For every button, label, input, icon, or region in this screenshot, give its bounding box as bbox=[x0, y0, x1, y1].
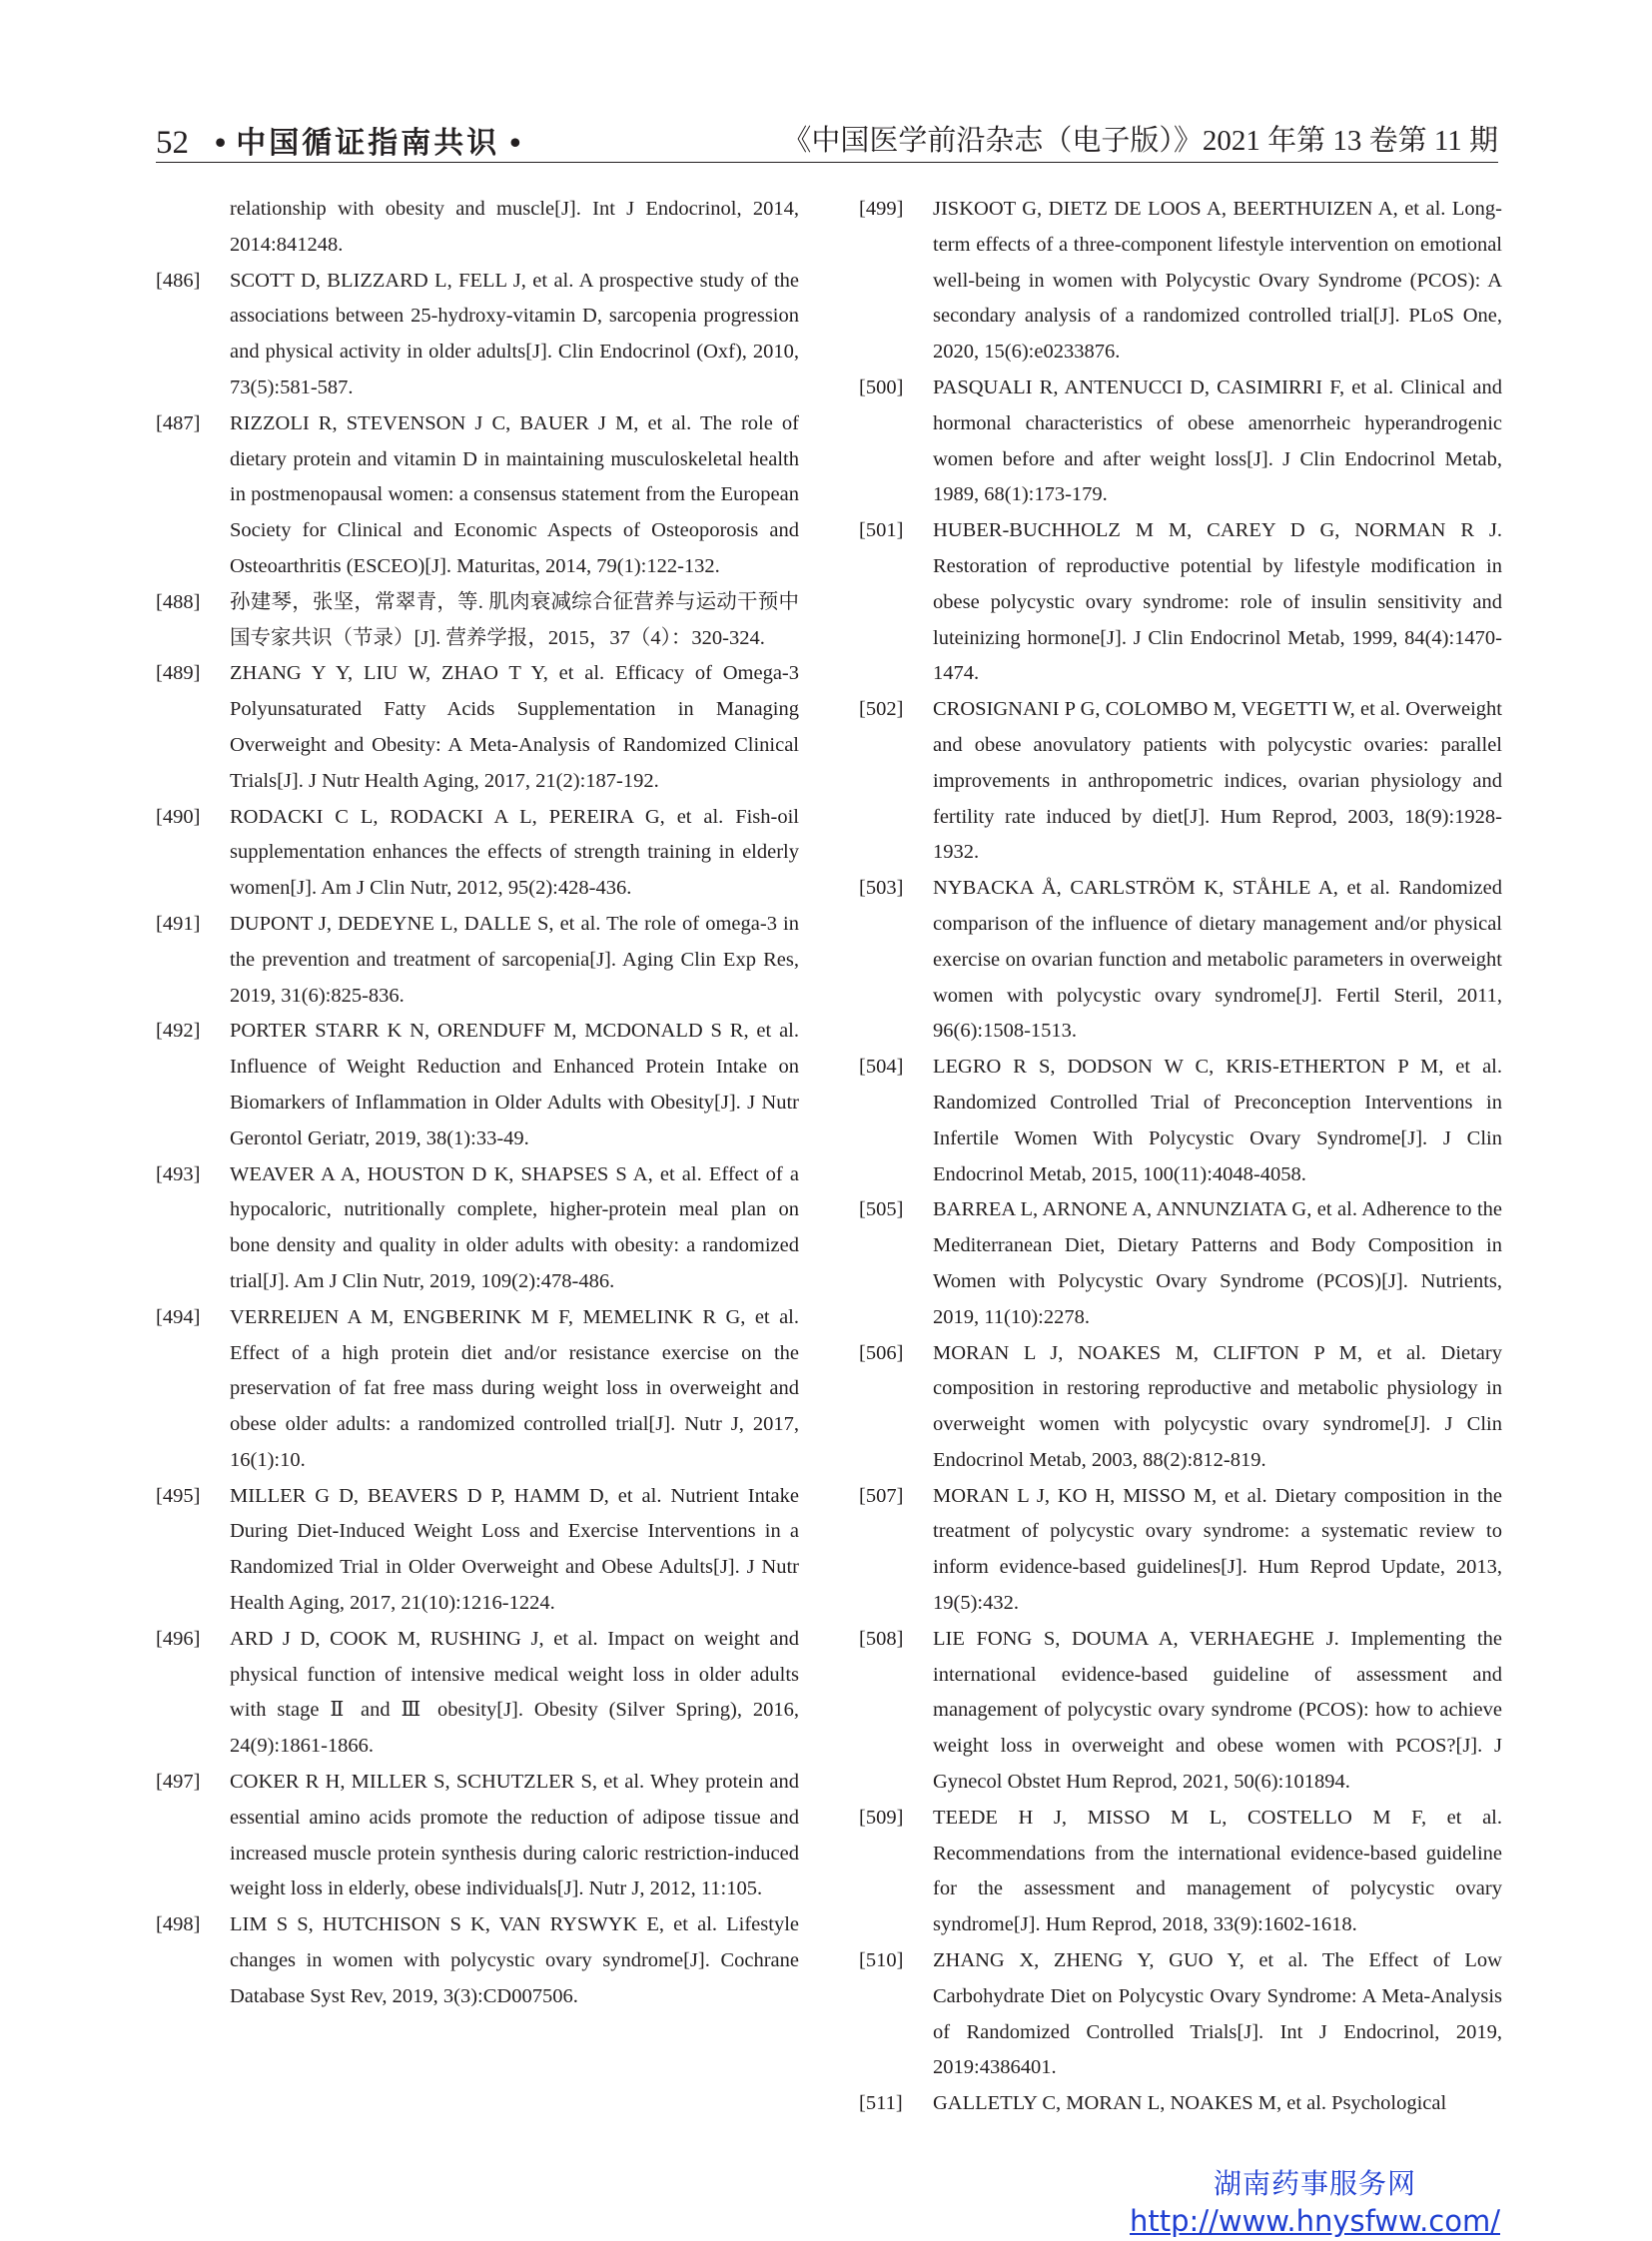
journal-issue: 《中国医学前沿杂志（电子版）》2021 年第 13 卷第 11 期 bbox=[782, 125, 1498, 157]
reference-entry bbox=[859, 871, 1502, 1050]
reference-number: [504] bbox=[859, 1056, 904, 1079]
reference-column-right bbox=[859, 192, 1502, 2122]
reference-number: [493] bbox=[156, 1162, 201, 1185]
reference-entry bbox=[156, 907, 799, 1014]
reference-entry bbox=[156, 192, 799, 264]
reference-entry bbox=[156, 656, 799, 799]
reference-number: [501] bbox=[859, 519, 904, 542]
reference-text: VERREIJEN A M, ENGBERINK M F, MEMELINK R G, et al. Effect of a high protein diet and/or resistance exercise on the preservation of fat free mass during weight loss in overweight and obese older adults: a randomized controlled trial[J]. Nutr J, 2017, 16(1):10. bbox=[230, 1305, 799, 1471]
reference-entry bbox=[859, 692, 1502, 871]
reference-text: ARD J D, COOK M, RUSHING J, et al. Impact on weight and physical function of intensive medical weight loss in older adults with stage Ⅱ and Ⅲ obesity[J]. Obesity (Silver Spring), 2016, 24(9):1861-1866. bbox=[230, 1627, 799, 1758]
reference-text: LEGRO R S, DODSON W C, KRIS-ETHERTON P M, et al. Randomized Controlled Trial of Preconception Interventions in Infertile Women With Polycystic Ovary Syndrome[J]. J Clin Endocrinol Metab, 2015, 100(11):4048-4058. bbox=[933, 1056, 1502, 1185]
reference-number: [492] bbox=[156, 1020, 201, 1043]
reference-entry bbox=[156, 1622, 799, 1765]
reference-text: 孙建琴，张坚，常翠青，等. 肌肉衰减综合征营养与运动干预中国专家共识（节录）[J]. 营养学报，2015，37（4）：320-324. bbox=[230, 590, 799, 649]
reference-text: relationship with obesity and muscle[J]. Int J Endocrinol, 2014, 2014:841248. bbox=[230, 198, 799, 256]
reference-text: HUBER-BUCHHOLZ M M, CAREY D G, NORMAN R J. Restoration of reproductive potential by lifestyle modification in obese polycystic ovary syndrome: role of insulin sensitivity and luteinizing hormone[J]. J Clin Endocrinol Metab, 1999, 84(4):1470-1474. bbox=[933, 519, 1502, 685]
reference-text: MORAN L J, NOAKES M, CLIFTON P M, et al. Dietary composition in restoring reproductive and metabolic physiology in overweight women with polycystic ovary syndrome[J]. J Clin Endocrinol Metab, 2003, 88(2):812-819. bbox=[933, 1341, 1502, 1471]
reference-entry bbox=[859, 513, 1502, 692]
reference-column-left bbox=[156, 192, 799, 2015]
reference-entry bbox=[859, 1192, 1502, 1335]
reference-number: [491] bbox=[156, 912, 201, 935]
reference-number: [497] bbox=[156, 1771, 201, 1794]
reference-text: LIE FONG S, DOUMA A, VERHAEGHE J. Implementing the international evidence-based guideline of assessment and management of polycystic ovary syndrome (PCOS): how to achieve weight loss in overweight and obese women with PCOS?[J]. J Gynecol Obstet Hum Reprod, 2021, 50(6):101894. bbox=[933, 1627, 1502, 1794]
reference-text: NYBACKA Å, CARLSTRÖM K, STÅHLE A, et al. Randomized comparison of the influence of dietary management and/or physical exercise on ovarian function and metabolic parameters in overweight women with polycystic ovary syndrome[J]. Fertil Steril, 2011, 96(6):1508-1513. bbox=[933, 877, 1502, 1043]
page-number: 52 bbox=[156, 125, 189, 161]
reference-entry bbox=[859, 1943, 1502, 2086]
reference-number: [510] bbox=[859, 1949, 904, 1972]
reference-text: JISKOOT G, DIETZ DE LOOS A, BEERTHUIZEN A, et al. Long-term effects of a three-component lifestyle intervention on emotional well-being in women with Polycystic Ovary Syndrome (PCOS): A secondary analysis of a randomized controlled trial[J]. PLoS One, 2020, 15(6):e0233876. bbox=[933, 198, 1502, 364]
reference-number: [498] bbox=[156, 1913, 201, 1936]
reference-text: RODACKI C L, RODACKI A L, PEREIRA G, et al. Fish-oil supplementation enhances the effects of strength training in elderly women[J]. Am J Clin Nutr, 2012, 95(2):428-436. bbox=[230, 805, 799, 900]
reference-number: [502] bbox=[859, 698, 904, 721]
header-left bbox=[156, 118, 520, 162]
reference-entry bbox=[859, 1050, 1502, 1192]
reference-number: [507] bbox=[859, 1484, 904, 1507]
reference-entry bbox=[859, 1479, 1502, 1622]
reference-entry bbox=[156, 1907, 799, 2014]
reference-text: LIM S S, HUTCHISON S K, VAN RYSWYK E, et al. Lifestyle changes in women with polycystic ovary syndrome[J]. Cochrane Database Syst Rev, 2019, 3(3):CD007506. bbox=[230, 1913, 799, 2007]
reference-entry bbox=[156, 1300, 799, 1479]
reference-entry bbox=[859, 1801, 1502, 1943]
reference-text: GALLETLY C, MORAN L, NOAKES M, et al. Psychological bbox=[933, 2092, 1447, 2115]
reference-number: [500] bbox=[859, 375, 904, 398]
reference-number: [487] bbox=[156, 411, 201, 434]
reference-text: PASQUALI R, ANTENUCCI D, CASIMIRRI F, et al. Clinical and hormonal characteristics of obese amenorrheic hyperandrogenic women before and after weight loss[J]. J Clin Endocrinol Metab, 1989, 68(1):173-179. bbox=[933, 375, 1502, 506]
reference-entry bbox=[156, 585, 799, 657]
reference-entry bbox=[859, 1622, 1502, 1801]
running-header bbox=[156, 110, 1498, 163]
reference-entry bbox=[156, 1157, 799, 1300]
reference-number: [506] bbox=[859, 1341, 904, 1364]
reference-number: [509] bbox=[859, 1806, 904, 1829]
reference-number: [494] bbox=[156, 1305, 201, 1328]
reference-number: [505] bbox=[859, 1198, 904, 1221]
reference-text: TEEDE H J, MISSO M L, COSTELLO M F, et al. Recommendations from the international evidence-based guideline for the assessment and management of polycystic ovary syndrome[J]. Hum Reprod, 2018, 33(9):1602-1618. bbox=[933, 1806, 1502, 1936]
reference-text: RIZZOLI R, STEVENSON J C, BAUER J M, et al. The role of dietary protein and vitamin D in maintaining musculoskeletal health in postmenopausal women: a consensus statement from the European Society for Clinical and Economic Aspects of Osteoporosis and Osteoarthritis (ESCEO)[J]. Maturitas, 2014, 79(1):122-132. bbox=[230, 411, 799, 577]
reference-entry bbox=[859, 2086, 1502, 2122]
watermark-url[interactable]: http://www.hnysfww.com/ bbox=[1130, 2204, 1500, 2238]
reference-entry bbox=[156, 1765, 799, 1907]
reference-entry bbox=[156, 264, 799, 406]
reference-text: MILLER G D, BEAVERS D P, HAMM D, et al. Nutrient Intake During Diet-Induced Weight Loss and Exercise Interventions in a Randomized Trial in Older Overweight and Obese Adults[J]. J Nutr Health Aging, 2017, 21(10):1216-1224. bbox=[230, 1484, 799, 1615]
reference-entry bbox=[156, 800, 799, 907]
bullet-separator: • bbox=[215, 124, 227, 160]
reference-number: [508] bbox=[859, 1627, 904, 1650]
reference-entry bbox=[859, 371, 1502, 513]
reference-text: CROSIGNANI P G, COLOMBO M, VEGETTI W, et al. Overweight and obese anovulatory patients with polycystic ovaries: parallel improvements in anthropometric indices, ovarian physiology and fertility rate induced by diet[J]. Hum Reprod, 2003, 18(9):1928-1932. bbox=[933, 698, 1502, 864]
watermark bbox=[1130, 2165, 1500, 2239]
reference-text: COKER R H, MILLER S, SCHUTZLER S, et al. Whey protein and essential amino acids promote the reduction of adipose tissue and increased muscle protein synthesis during caloric restriction-induced weight loss in elderly, obese individuals[J]. Nutr J, 2012, 11:105. bbox=[230, 1771, 799, 1900]
reference-text: MORAN L J, KO H, MISSO M, et al. Dietary composition in the treatment of polycystic ovary syndrome: a systematic review to inform evidence-based guidelines[J]. Hum Reprod Update, 2013, 19(5):432. bbox=[933, 1484, 1502, 1615]
reference-entry bbox=[156, 1479, 799, 1622]
reference-number: [490] bbox=[156, 805, 201, 828]
reference-text: SCOTT D, BLIZZARD L, FELL J, et al. A prospective study of the associations between 25-hydroxy-vitamin D, sarcopenia progression and physical activity in older adults[J]. Clin Endocrinol (Oxf), 2010, 73(5):581-587. bbox=[230, 269, 799, 398]
reference-text: PORTER STARR K N, ORENDUFF M, MCDONALD S R, et al. Influence of Weight Reduction and Enhanced Protein Intake on Biomarkers of Inflammation in Older Adults with Obesity[J]. J Nutr Gerontol Geriatr, 2019, 38(1):33-49. bbox=[230, 1020, 799, 1149]
reference-entry bbox=[156, 406, 799, 585]
reference-number: [496] bbox=[156, 1627, 201, 1650]
reference-number: [489] bbox=[156, 662, 201, 685]
reference-text: ZHANG X, ZHENG Y, GUO Y, et al. The Effect of Low Carbohydrate Diet on Polycystic Ovary Syndrome: A Meta-Analysis of Randomized Controlled Trials[J]. Int J Endocrinol, 2019, 2019:4386401. bbox=[933, 1949, 1502, 2079]
watermark-site-name: 湖南药事服务网 bbox=[1214, 2167, 1417, 2200]
reference-number: [503] bbox=[859, 877, 904, 900]
bullet-separator: • bbox=[509, 124, 521, 160]
reference-text: DUPONT J, DEDEYNE L, DALLE S, et al. The role of omega-3 in the prevention and treatment of sarcopenia[J]. Aging Clin Exp Res, 2019, 31(6):825-836. bbox=[230, 912, 799, 1007]
reference-number: [499] bbox=[859, 198, 904, 220]
reference-entry bbox=[156, 1014, 799, 1156]
reference-text: ZHANG Y Y, LIU W, ZHAO T Y, et al. Efficacy of Omega-3 Polyunsaturated Fatty Acids Supplementation in Managing Overweight and Obesity: A Meta-Analysis of Randomized Clinical Trials[J]. J Nutr Health Aging, 2017, 21(2):187-192. bbox=[230, 662, 799, 792]
reference-number: [486] bbox=[156, 269, 201, 292]
reference-text: BARREA L, ARNONE A, ANNUNZIATA G, et al. Adherence to the Mediterranean Diet, Dietary Patterns and Body Composition in Women with Polycystic Ovary Syndrome (PCOS)[J]. Nutrients, 2019, 11(10):2278. bbox=[933, 1198, 1502, 1328]
reference-entry bbox=[859, 192, 1502, 371]
reference-text: WEAVER A A, HOUSTON D K, SHAPSES S A, et al. Effect of a hypocaloric, nutritionally complete, higher-protein meal plan on bone density and quality in older adults with obesity: a randomized trial[J]. Am J Clin Nutr, 2019, 109(2):478-486. bbox=[230, 1162, 799, 1292]
column-title: 中国循证指南共识 bbox=[236, 126, 500, 161]
reference-number: [488] bbox=[156, 590, 201, 613]
reference-number: [511] bbox=[859, 2092, 903, 2115]
reference-entry bbox=[859, 1336, 1502, 1479]
reference-number: [495] bbox=[156, 1484, 201, 1507]
